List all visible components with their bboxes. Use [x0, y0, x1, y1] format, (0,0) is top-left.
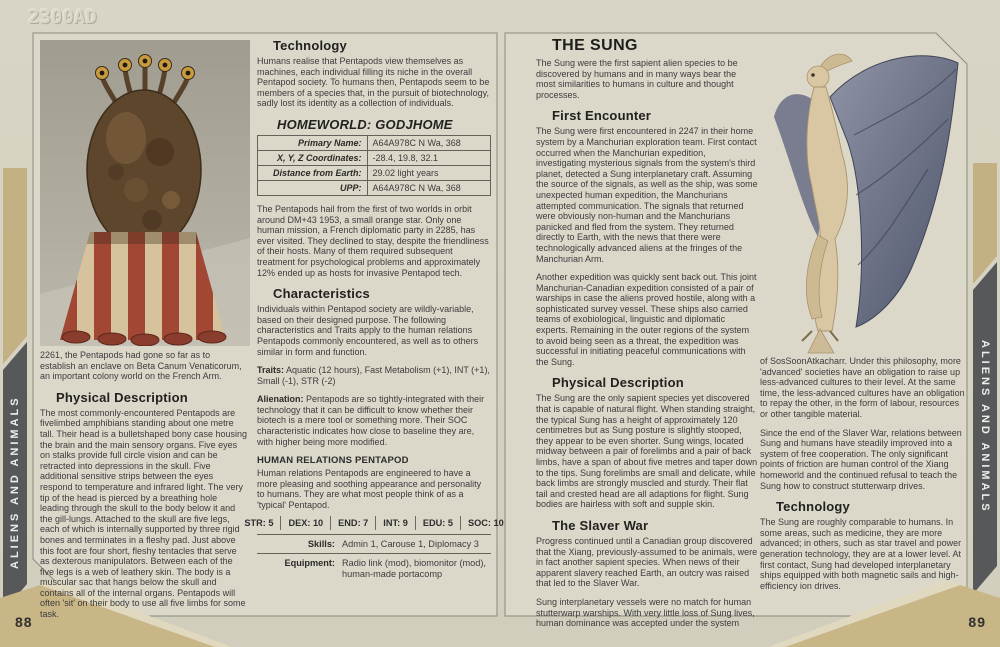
pentapod-homeworld-paragraph: The Pentapods hail from the first of two worlds in orbit around DM+43 1953, a small orange star. Only one human mission, a French diplomatic party in 2285, has ever visited. They declined to stay, despite the friendliness of their hosts. Many of them required subsequent treatment for psychological problems and approximately 12% ended up as hosts for invasive Pentapod tech. — [257, 203, 489, 278]
sidebar-right-chapter-label: ALIENS AND ANIMALS — [979, 340, 991, 514]
right-page-column-1 — [536, 37, 758, 629]
the-sung-heading: THE SUNG — [552, 37, 638, 54]
sidebar-left-chapter-label: ALIENS AND ANIMALS — [9, 395, 21, 569]
left-page-column-2 — [244, 38, 504, 581]
stat-cell-edu: EDU: 5 — [416, 516, 461, 530]
equipment-value: Radio link (mod), biomonitor (mod), human-made portacomp — [342, 558, 486, 580]
equipment-row — [257, 558, 491, 580]
stat-cell-int: INT: 9 — [376, 516, 416, 530]
right-tan-band — [973, 163, 997, 284]
characteristics-paragraph: Individuals within Pentapod society are wildly-variable, based on their designed purpose. The following characteristics and Traits apply to the human relations Pentapods commonly encountered, as well as to others similar in form and function. — [257, 304, 479, 357]
homeworld-value: A64A978C N Wa, 368 — [367, 135, 491, 150]
pentapod-illustration — [40, 40, 250, 346]
first-encounter-paragraph-2: Another expedition was quickly sent back out. This joint Manchurian-Canadian expedition consisted of a pair of warships in case the aliens proved hostile, along with a sophisticated survey vessel. These ships also carried teams of exobiological, linguistic and diplomatic experts. Remaining in the outer regions of the system to avoid being seen as a threat, the expedition was successful in initiating peaceful communications with the Sung. — [536, 272, 757, 367]
stat-block — [244, 516, 504, 530]
skills-row — [257, 539, 491, 550]
stat-cell-soc: SOC: 10 — [467, 517, 504, 528]
pentapod-physical-paragraph: The most commonly-encountered Pentapods are fivelimbed amphibians standing about one metre tall. Their head is a bulletshaped bony case housing the brain and the main sensory organs. Five eyes on stalks provide full circle vision and can be retracted into depressions in the skull. Five additional sensitive strips between the eyes respond to temperature and infrared light. The very tip of the head is pierced by a breathing hole leading through the skull to the body below it and the gill-lungs. Attached to the skull are five legs, each of which is internally supported by three rigid bones and terminates in a fleshy pad. Just above this foot are four short, fleshy tentacles that serve as dexterous manipulators. Between each of the five legs is a web of leathery skin. The body is a muscular sac that hangs below the skull and contains all of the internal organs. Pentapods will often 'sit' on their body to use all five limbs for some task. — [40, 407, 247, 620]
first-encounter-heading: First Encounter — [552, 108, 652, 124]
traits-value: Aquatic (12 hours), Fast Metabolism (+1), INT (+1), Small (-1), STR (-2) — [257, 365, 490, 386]
book-logo: 2300AD — [28, 6, 97, 28]
alienation-value: Pentapods are so tightly-integrated with their technology that it can be difficult to know whether their biotech is a mere tool or something more. Their SOC characteristic indicates how close to baseline they are, with higher being more modified. — [257, 394, 485, 447]
sung-illustration — [762, 35, 967, 357]
homeworld-table — [257, 135, 491, 196]
physical-description-heading-left: Physical Description — [56, 389, 188, 405]
left-page-column-1 — [40, 350, 247, 620]
post-slaver-war-paragraph: Since the end of the Slaver War, relations between Sung and humans have steadily improved into a system of free cooperation. The only significant points of friction are human control of the Xiang homeworld and the continued refusal to teach the Sung how to construct stutterwarp drives. — [760, 427, 962, 491]
skills-value: Admin 1, Carouse 1, Diplomacy 3 — [342, 538, 479, 549]
homeworld-label: Distance from Earth: — [258, 165, 368, 180]
characteristics-heading: Characteristics — [273, 286, 370, 302]
left-tan-band — [3, 168, 27, 364]
sossoonatkacharr-paragraph: of SosSoonAtkacharr. Under this philosophy, more 'advanced' societies have an obligation to raise up less-advanced cultures to their level. At the same time, the less-advanced cultures have an obligation to repay the other, in the form of labour, resources or other tangible material. — [760, 356, 965, 419]
homeworld-value: 29.02 light years — [367, 165, 491, 180]
slaver-war-paragraph-2: Sung interplanetary vessels were no match for human stutterwarp warships. With very little loss of Sung lives, human dominance was accepted under the system — [536, 596, 755, 629]
pentapod-enclave-paragraph: 2261, the Pentapods had gone so far as to establish an enclave on Beta Canum Venaticorum, an important colony world on the French Arm. — [40, 350, 242, 382]
homeworld-label: UPP: — [258, 180, 368, 195]
pentapod-technology-paragraph: Humans realise that Pentapods view themselves as machines, each individual filling its niche in the overall Pentapod society. To humans then, Pentapods seem to be members of a species that, in the pursuit of biotechnology, sadly lost its identity as a collection of individuals. — [257, 56, 490, 109]
human-relations-pentapod-paragraph: Human relations Pentapods are engineered to have a more pleasing and soothing appearance and personality to humans. They are what most people think of as a 'typical' Pentapod. — [257, 468, 482, 511]
homeworld-row — [258, 180, 491, 195]
first-encounter-paragraph-1: The Sung were first encountered in 2247 in their home system by a Manchurian exploration team. First contact occurred when the Manchurian expedition, investigating mysterious signals from the system's third planet, detected a Sung interplanetary craft. Assuming the source of the signals, as well as the ship, was some unexpected human expedition, the Manchurians attempted communication. The signals that returned were obviously non-human and the Manchurians panicked and fled from the system. They returned directly to Earth, with the news that there were technologically advanced aliens at the fringes of the Manchurian Arm. — [536, 126, 758, 264]
homeworld-value: -28.4, 19.8, 32.1 — [367, 150, 491, 165]
stat-divider — [257, 534, 491, 535]
equipment-label: Equipment: — [284, 558, 335, 569]
traits-label: Traits: — [257, 365, 285, 376]
traits-paragraph — [257, 365, 491, 386]
alienation-paragraph — [257, 394, 491, 447]
homeworld-value: A64A978C N Wa, 368 — [367, 180, 491, 195]
stat-cell-end: END: 7 — [331, 516, 376, 530]
homeworld-label: Primary Name: — [258, 135, 368, 150]
slaver-war-heading: The Slaver War — [552, 517, 649, 533]
technology-heading-right: Technology — [776, 499, 850, 515]
sung-technology-paragraph: The Sung are roughly comparable to humans. In some areas, such as medicine, they are more advanced; in others, such as star travel and power generation technology, they are at a lower level. At first contact, Sung had developed interplanetary ships equipped with both magnetic sails and high-efficiency ion drives. — [760, 517, 962, 591]
homeworld-row — [258, 165, 491, 180]
sung-intro-paragraph: The Sung were the first sapient alien species to be discovered by humans and in many ways bear the most similarities to humans in culture and thought processes. — [536, 58, 738, 100]
skills-label: Skills: — [307, 538, 335, 549]
page-number-left: 88 — [15, 614, 33, 630]
homeworld-row — [258, 150, 491, 165]
page-number-right: 89 — [968, 614, 986, 630]
slaver-war-paragraph-1: Progress continued until a Canadian group discovered that the Xiang, previously-assumed to be animals, were in fact another sapient species. When news of their apparent slavery reached Earth, an outcry was raised that led to the Slaver War. — [536, 535, 758, 589]
sung-physical-paragraph: The Sung are the only sapient species yet discovered that is capable of natural flight. When standing straight, the typical Sung has a height of approximately 120 centimetres but as Sung posture is slightly stooped, they appear to be even shorter. Sung wings, located midway between a pair of forelimbs and a pair of back limbs, have a span of about five metres and taper down to the tips. Sung forelimbs are small and delicate, while back limbs are strongly muscled and sturdy. Their flat tail and crested head are all adaptions for flight. Sung bodies are hairless with soft and supple skin. — [536, 393, 758, 510]
human-relations-pentapod-heading: HUMAN RELATIONS PENTAPOD — [257, 455, 409, 467]
stat-cell-dex: DEX: 10 — [281, 516, 331, 530]
homeworld-heading: HOMEWORLD: GODJHOME — [277, 116, 453, 132]
physical-description-heading-right: Physical Description — [552, 375, 684, 391]
alienation-label: Alienation: — [257, 394, 304, 405]
homeworld-row — [258, 135, 491, 150]
homeworld-label: X, Y, Z Coordinates: — [258, 150, 368, 165]
right-page-column-2 — [760, 356, 966, 591]
stat-divider — [257, 553, 491, 554]
stat-cell-str: STR: 5 — [237, 516, 281, 530]
technology-heading-left: Technology — [273, 38, 347, 53]
